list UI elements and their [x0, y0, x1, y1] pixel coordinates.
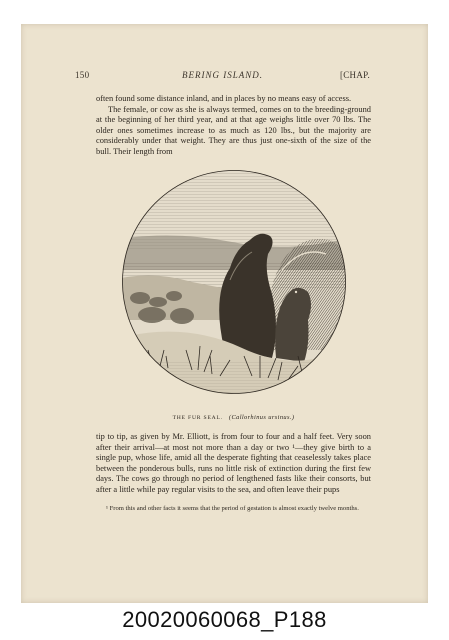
page-number: 150	[75, 70, 90, 80]
caption-latin-name: (Callorhinus ursinus.)	[228, 414, 295, 421]
footnote-text: ¹ From this and other facts it seems that the period of gestation is almost exactly twelve months.	[106, 505, 359, 512]
page-header	[75, 70, 370, 82]
body-text-top	[96, 94, 371, 157]
body-text-bottom	[96, 432, 371, 495]
paragraph-pups: tip to tip, as given by Mr. Elliott, is from four to four and a half feet. Very soon after their arrival—at most not more than a day or two ¹—they give birth to a single pup, whose life, amid all the desperate fighting that ceaselessly takes place between the ponderous bulls, runs no little risk of extinction during the first few days. The cows go through no period of lengthened fasts like their consorts, but after a little while pay regular visits to the sea, and often leave their pups	[96, 432, 371, 494]
archive-label: 20020060068_P188	[122, 607, 327, 632]
paragraph-female: The female, or cow as she is always termed, comes on to the breeding-ground at the beginning of her third year, and at that age weighs little over 70 lbs. The older ones sometimes increase to as much as 120 lbs., but the majority are considerably under that weight. They are thus just one-sixth of the size of the bull. Their length from	[96, 104, 371, 156]
footnote	[96, 505, 371, 514]
caption-title: THE FUR SEAL.	[172, 415, 223, 421]
fur-seal-illustration	[112, 170, 356, 406]
chapter-mark: [CHAP.	[339, 70, 370, 80]
figure-caption	[96, 414, 371, 421]
paragraph-continued: often found some distance inland, and in places by no means easy of access.	[96, 94, 352, 103]
running-head: BERING ISLAND.	[182, 70, 263, 80]
